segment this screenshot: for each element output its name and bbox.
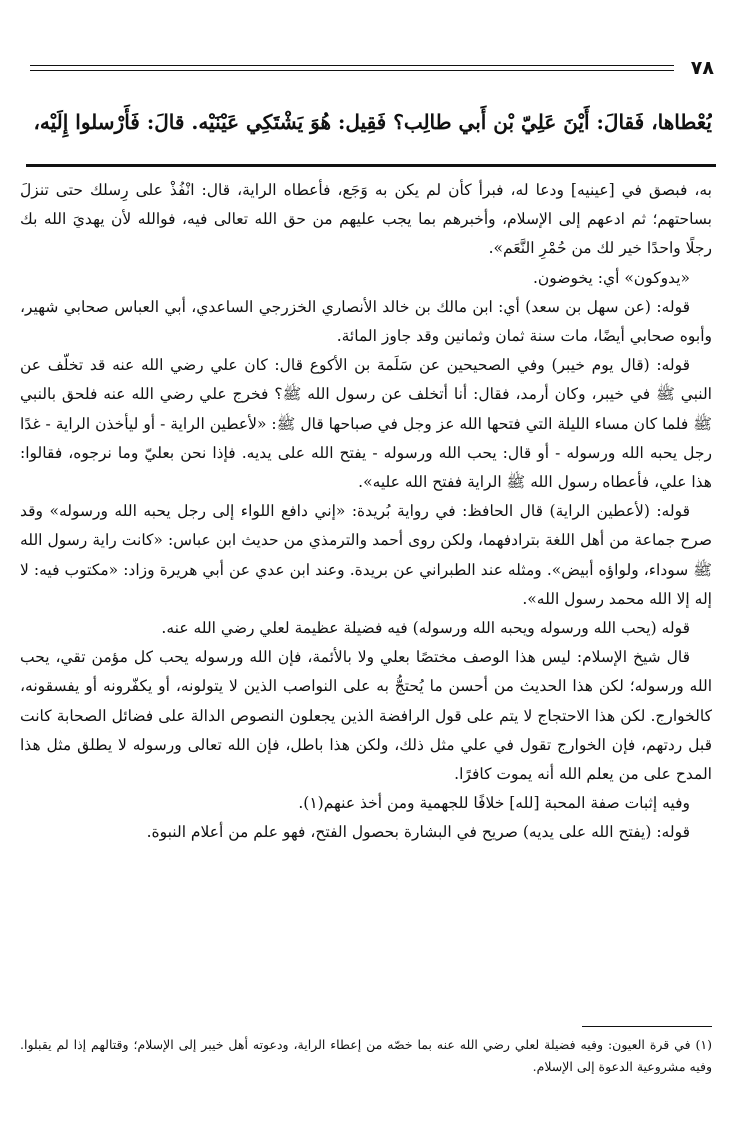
header-rule-bottom bbox=[30, 70, 674, 71]
header-rule-top bbox=[30, 65, 674, 66]
paragraph: قوله (يحب الله ورسوله ويحبه الله ورسوله) فيه فضيلة عظيمة لعلي رضي الله عنه. bbox=[161, 619, 690, 638]
paragraph: قال شيخ الإسلام: ليس هذا الوصف مختصًا بعلي ولا بالأئمة، فإن الله ورسوله يحب كل مؤمن تقي، يحب الله ورسوله؛ لكن هذا الحديث من أحسن ما يُحتجُّ به على النواصب الذين لا يتولونه، أو يكفّرونه أو يفسقونه، كالخوارج. لكن هذا الاحتجاج لا يتم على قول الرافضة الذين يجعلون النصوص الدالة على فضائل الصحابة كانت قبل ردتهم، فإن الخوارج تقول في علي مثل ذلك، ولكن هذا باطل، فإن الله تعالى ورسوله لا يطلق مثل هذا المدح على من يعلم الله أنه يموت كافرًا. bbox=[20, 648, 712, 784]
paragraph: قوله: (عن سهل بن سعد) أي: ابن مالك بن خالد الأنصاري الخزرجي الساعدي، أبي العباس صحابي شهير، وأبوه صحابي أيضًا، مات سنة ثمان وثمانين وقد جاوز المائة. bbox=[20, 297, 712, 346]
paragraph: وفيه إثبات صفة المحبة [لله] خلافًا للجهمية ومن أخذ عنهم(١). bbox=[298, 794, 690, 813]
paragraph: قوله: (قال يوم خيبر) وفي الصحيحين عن سَلَمة بن الأكوع قال: كان علي رضي الله عنه قد تخلّف عن النبي ﷺ في خيبر، وكان أرمد، فقال: أنا أتخلف عن رسول الله ﷺ؟ فخرج علي رضي الله عنه فلحق بالنبي ﷺ فلما كان مساء الليلة التي فتحها الله عز وجل في صباحها قال ﷺ: «لأعطين الراية - أو ليأخذن الراية - غدًا رجل يحبه الله ورسوله - أو قال: يحب الله ورسوله - يفتح الله على يديه. فإذا نحن بعليّ وما نرجوه، فقالوا: هذا علي، فأعطاه رسول الله ﷺ الراية ففتح الله عليه». bbox=[20, 356, 712, 492]
page-header bbox=[30, 56, 716, 80]
main-divider bbox=[26, 164, 716, 167]
page-number: ٧٨ bbox=[690, 57, 714, 79]
paragraph: به، فبصق في [عينيه] ودعا له، فبرأ كأن لم يكن به وَجَع، فأعطاه الراية، قال: انْفُذْ على رِسلك حتى تنزلَ بساحتهم؛ ثم ادعهم إلى الإسلام، وأخبرهم بما يجب عليهم من حق الله تعالى فيه، فوالله لأن يهديَ الله بك رجلًا واحدًا خير لك من حُمْرِ النَّعَم». bbox=[20, 181, 712, 258]
paragraph: «يدوكون» أي: يخوضون. bbox=[533, 268, 690, 287]
footnote-divider bbox=[582, 1026, 712, 1027]
paragraph: قوله: (يفتح الله على يديه) صريح في البشارة بحصول الفتح، فهو علم من أعلام النبوة. bbox=[146, 823, 690, 842]
hadith-text: يُعْطاها، فَقالَ: أَيْنَ عَلِيّ بْن أَبي طالِب؟ فَقِيل: هُوَ يَشْتَكِي عَيْنَيْه. قالَ: فَأَرْسلوا إِلَيْه، bbox=[33, 110, 712, 134]
paragraph: قوله: (لأعطين الراية) قال الحافظ: في رواية بُريدة: «إني دافع اللواء إلى رجل يحبه الله ورسوله» وقد صرح جماعة من أهل اللغة بترادفهما، ولكن روى أحمد والترمذي من حديث ابن عباس: «كانت راية رسول الله ﷺ سوداء، ولواؤه أبيض». ومثله عند الطبراني عن بريدة. وعند ابن عدي عن أبي هريرة وزاد: «مكتوب فيه: لا إله إلا الله محمد رسول الله». bbox=[20, 502, 712, 608]
commentary-body bbox=[20, 176, 712, 848]
footnote bbox=[20, 1034, 712, 1078]
footnote-text: (١) في قرة العيون: وفيه فضيلة لعلي رضي الله عنه بما خصّه من إعطاء الراية، ودعوته أهل خيبر إلى الإسلام؛ وقتالهم إذا لم يقبلوا. وفيه مشروعية الدعوة إلى الإسلام. bbox=[20, 1037, 712, 1074]
